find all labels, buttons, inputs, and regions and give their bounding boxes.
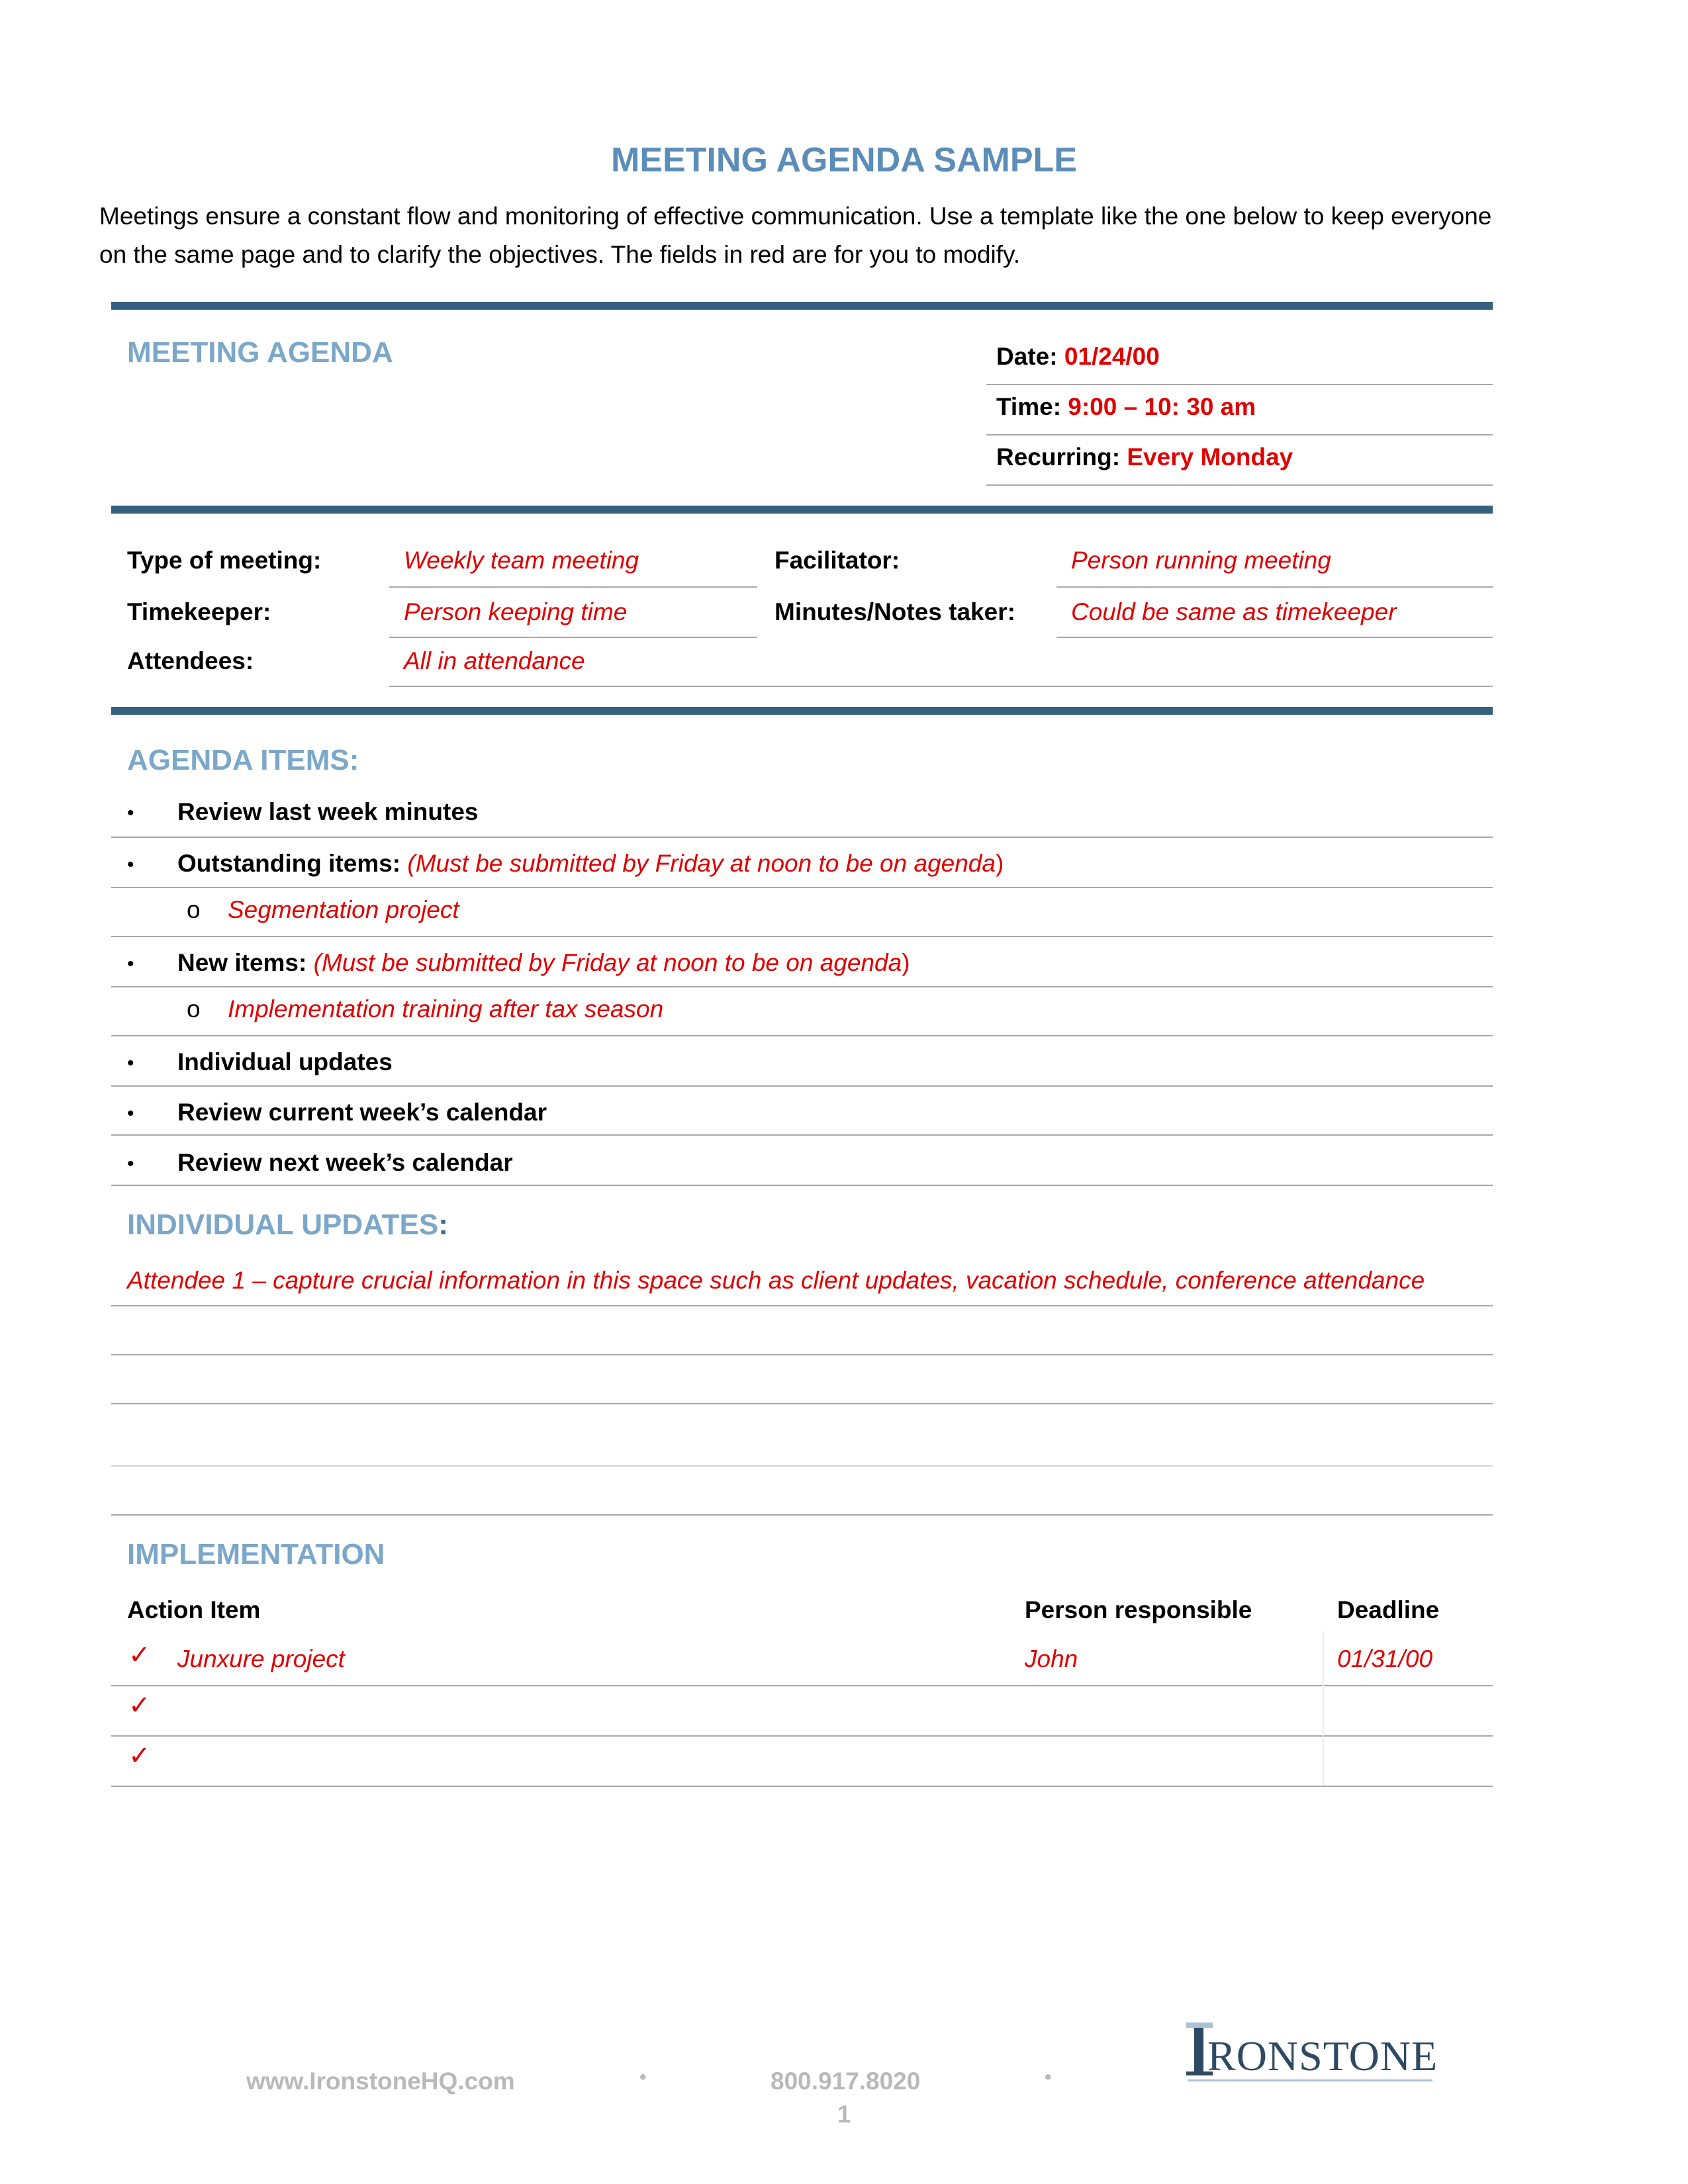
individual-updates-heading-colon: : xyxy=(438,1208,448,1241)
time-underline xyxy=(986,434,1493,435)
intro-line-2: on the same page and to clarify the objectives. The fields in red are for you to modify. xyxy=(99,241,1021,268)
person-responsible-value: John xyxy=(1025,1645,1078,1672)
individual-updates-heading xyxy=(127,1208,448,1242)
col-action-item: Action Item xyxy=(127,1596,261,1623)
ironstone-logo-text: RONSTONE xyxy=(1207,2032,1438,2079)
attendee-update-line: Attendee 1 – capture crucial information in this space such as client updates, vacation schedule, conference attendance xyxy=(127,1267,1425,1294)
implementation-row-divider xyxy=(111,1735,1493,1737)
minutes-taker-value: Could be same as timekeeper xyxy=(1071,598,1397,625)
facilitator-value: Person running meeting xyxy=(1071,547,1331,574)
agenda-sub-item: Implementation training after tax season xyxy=(228,995,664,1023)
date-value: 01/24/00 xyxy=(1064,343,1160,370)
agenda-row-divider xyxy=(111,1134,1493,1136)
bullet-icon: • xyxy=(127,854,134,876)
bullet-icon: • xyxy=(127,1103,134,1124)
agenda-row-divider xyxy=(111,1185,1493,1186)
timekeeper-label: Timekeeper: xyxy=(127,598,271,625)
agenda-item-note-open: ( xyxy=(313,949,322,976)
footer-website[interactable]: www.IronstoneHQ.com xyxy=(246,2068,515,2095)
bullet-icon: • xyxy=(127,1052,134,1074)
sub-bullet-icon: o xyxy=(187,896,201,923)
implementation-row-divider xyxy=(111,1786,1493,1787)
agenda-top-rule xyxy=(111,707,1493,715)
agenda-item-note-close: ) xyxy=(902,949,910,976)
implementation-heading: IMPLEMENTATION xyxy=(127,1538,385,1570)
meeting-agenda-heading: MEETING AGENDA xyxy=(127,336,393,369)
type-of-meeting-value: Weekly team meeting xyxy=(404,547,639,574)
bullet-icon: • xyxy=(127,953,134,975)
recurring-underline xyxy=(986,484,1493,486)
checkmark-icon: ✓ xyxy=(128,1691,151,1720)
checkmark-icon: ✓ xyxy=(128,1741,151,1770)
time-value: 9:00 – 10: 30 am xyxy=(1068,393,1256,420)
agenda-item xyxy=(177,850,1004,878)
agenda-item: Review last week minutes xyxy=(177,798,479,825)
minutes-underline xyxy=(1056,637,1493,638)
details-top-rule xyxy=(111,506,1493,514)
recurring-label: Recurring: xyxy=(996,443,1121,471)
bullet-icon: • xyxy=(127,1153,134,1175)
implementation-row-divider xyxy=(111,1685,1493,1686)
agenda-sub-item: Segmentation project xyxy=(228,896,459,923)
updates-line xyxy=(111,1514,1493,1516)
deadline-column-separator xyxy=(1323,1631,1324,1786)
updates-line xyxy=(111,1305,1493,1306)
timekeeper-value: Person keeping time xyxy=(404,598,628,625)
updates-line xyxy=(111,1465,1493,1467)
agenda-row-divider xyxy=(111,887,1493,888)
agenda-item: Review current week’s calendar xyxy=(177,1099,547,1126)
agenda-row-divider xyxy=(111,837,1493,838)
date-label: Date: xyxy=(996,343,1058,370)
page-number: 1 xyxy=(837,2101,851,2128)
time-label: Time: xyxy=(996,393,1062,420)
header-top-rule xyxy=(111,302,1493,310)
time-field xyxy=(996,393,1256,421)
individual-updates-heading-text: INDIVIDUAL UPDATES xyxy=(127,1208,439,1241)
page-title: MEETING AGENDA SAMPLE xyxy=(611,141,1077,179)
agenda-item: Review next week’s calendar xyxy=(177,1149,513,1176)
date-field xyxy=(996,343,1160,371)
agenda-item xyxy=(177,949,910,977)
sub-bullet-icon: o xyxy=(187,995,201,1023)
updates-line xyxy=(111,1403,1493,1404)
action-item-value: Junxure project xyxy=(177,1645,345,1672)
type-underline xyxy=(389,586,757,588)
agenda-item-note-open: ( xyxy=(407,850,416,877)
agenda-item-note: Must be submitted by Friday at noon to be on agenda xyxy=(415,850,996,877)
agenda-item: Individual updates xyxy=(177,1048,393,1075)
col-deadline: Deadline xyxy=(1337,1596,1440,1623)
type-of-meeting-label: Type of meeting: xyxy=(127,547,322,574)
agenda-items-heading: AGENDA ITEMS: xyxy=(127,744,359,776)
agenda-row-divider xyxy=(111,1035,1493,1036)
agenda-row-divider xyxy=(111,936,1493,937)
checkmark-icon: ✓ xyxy=(128,1641,151,1670)
agenda-item-note: Must be submitted by Friday at noon to be on agenda xyxy=(321,949,902,976)
col-person-responsible: Person responsible xyxy=(1025,1596,1252,1623)
agenda-item-note-close: ) xyxy=(995,850,1004,877)
footer-dot-separator: • xyxy=(1045,2066,1052,2088)
recurring-value: Every Monday xyxy=(1127,443,1293,471)
ironstone-logo-underline xyxy=(1188,2079,1432,2081)
timekeeper-underline xyxy=(389,637,757,638)
updates-line xyxy=(111,1354,1493,1355)
bullet-icon: • xyxy=(127,802,134,824)
date-underline xyxy=(986,384,1493,385)
attendees-underline xyxy=(389,686,1493,687)
facilitator-underline xyxy=(1056,586,1493,588)
attendees-value: All in attendance xyxy=(404,647,585,674)
agenda-item-label: Outstanding items: xyxy=(177,850,401,877)
deadline-value: 01/31/00 xyxy=(1337,1645,1433,1672)
footer-dot-separator: • xyxy=(639,2066,647,2088)
intro-line-1: Meetings ensure a constant flow and monitoring of effective communication. Use a template like the one below to keep everyone xyxy=(99,203,1492,230)
ironstone-logo xyxy=(1184,2019,1442,2085)
facilitator-label: Facilitator: xyxy=(774,547,900,574)
footer-phone: 800.917.8020 xyxy=(771,2068,921,2095)
recurring-field xyxy=(996,443,1293,471)
agenda-row-divider xyxy=(111,986,1493,987)
agenda-item-label: New items: xyxy=(177,949,307,976)
attendees-label: Attendees: xyxy=(127,647,254,674)
agenda-row-divider xyxy=(111,1085,1493,1087)
minutes-taker-label: Minutes/Notes taker: xyxy=(774,598,1015,625)
